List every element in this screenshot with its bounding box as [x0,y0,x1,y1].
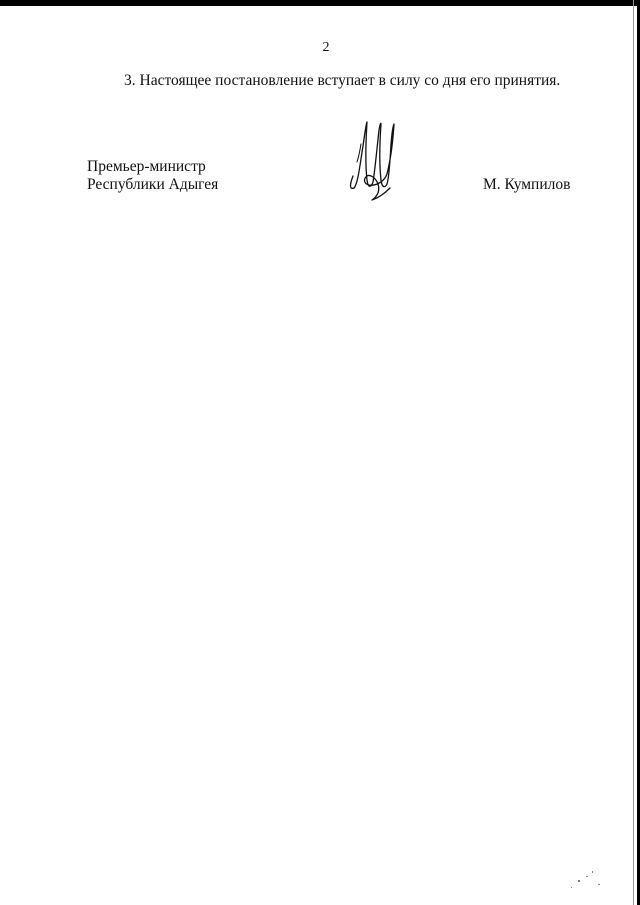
signer-title-line2: Республики Адыгея [87,176,219,193]
scan-edge-shadow [633,0,634,905]
scan-speck [598,884,600,885]
scan-speck [578,880,580,882]
scan-speck [571,887,572,888]
signer-title [87,158,218,194]
scan-speck [586,876,588,877]
handwritten-signature-icon [340,118,400,202]
clause-paragraph: 3. Настоящее постановление вступает в силу со дня его принятия. [124,72,561,89]
signer-name: М. Кумпилов [483,176,571,193]
scan-edge-top [0,0,640,6]
page-number: 2 [322,40,330,55]
signer-title-line1: Премьер-министр [87,158,206,175]
scan-speck [592,871,593,873]
